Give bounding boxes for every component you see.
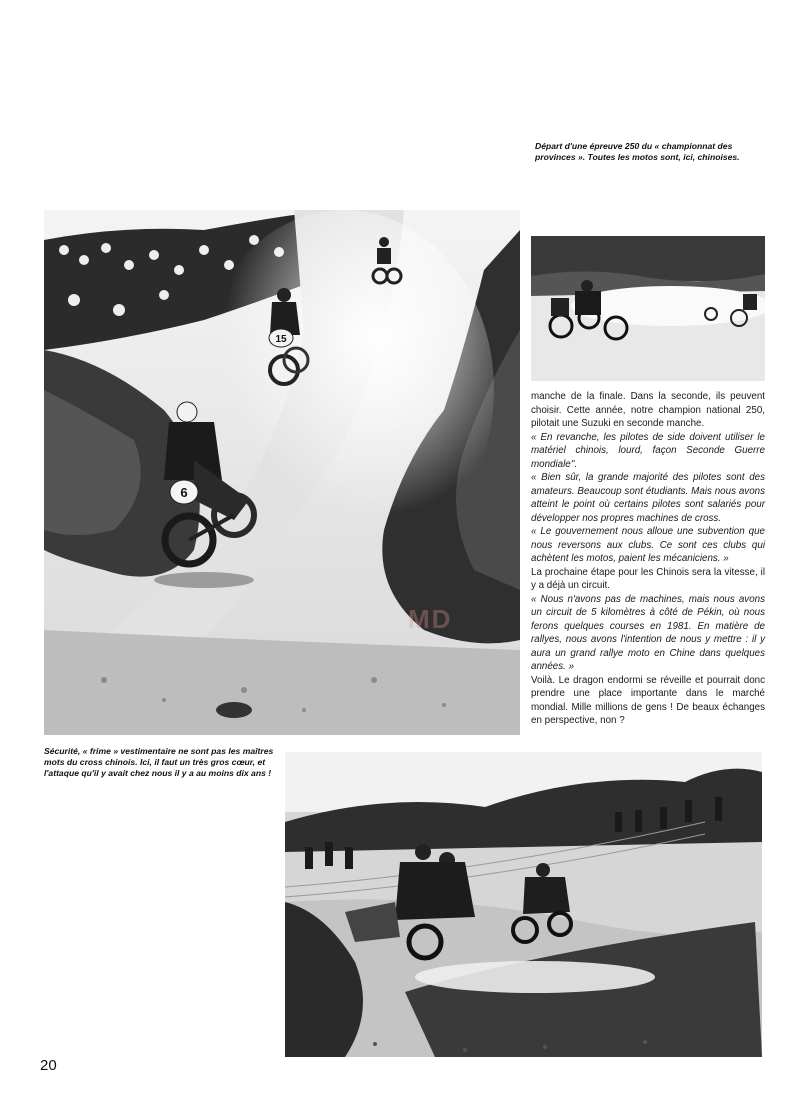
watermark-logo: MD	[408, 604, 453, 634]
paragraph-4: « Le gouvernement nous alloue une subvention que nous reversons aux clubs. Ce sont ces clubs qui achètent les motos, paient les mécaniciens. »	[531, 526, 765, 564]
paragraph-3: « Bien sûr, la grande majorité des pilotes sont des amateurs. Beaucoup sont étudiants. Mais nous avons atteint le point où certains pilotes sont salariés pour développer nos propres machines de cross.	[531, 472, 765, 524]
paragraph-7: Voilà. Le dragon endormi se réveille et pourrait donc prendre une place importante dans le marché mondial. Mille millions de gens ! De beaux échanges en perspective, non ?	[531, 674, 765, 726]
caption-race-start: Départ d'une épreuve 250 du « championnat des provinces ». Toutes les motos sont, ici, chinoises.	[535, 141, 740, 162]
paragraph-5: La prochaine étape pour les Chinois sera la vitesse, il y a déjà un circuit.	[531, 566, 765, 591]
photo-race-start	[531, 236, 765, 381]
photo-sidecars-art	[285, 752, 762, 1057]
plate-6: 6	[180, 485, 188, 500]
photo-hill-descent-art	[44, 210, 520, 735]
article-text	[531, 390, 765, 728]
photo-sidecars	[285, 752, 762, 1057]
paragraph-6: « Nous n'avons pas de machines, mais nous avons un circuit de 5 kilomètres à côté de Pékin, où nous ferons quelques courses en 1981. En matière de rallyes, nous avons l'intention de nous y mettre : il y aura un grand rallye moto en Chine dans quelques années. »	[531, 593, 765, 672]
plate-15: 15	[275, 334, 287, 345]
caption-safety: Sécurité, « frime » vestimentaire ne sont pas les maîtres mots du cross chinois. Ici, il faut un très gros cœur, et l'attaque qu'il y avait chez nous il y a au moins dix ans !	[44, 746, 274, 778]
photo-race-start-art	[531, 236, 765, 381]
paragraph-1: manche de la finale. Dans la seconde, ils peuvent choisir. Cette année, notre champion national 250, pilotait une Suzuki en seconde manche.	[531, 391, 765, 429]
page-number: 20	[40, 1057, 57, 1074]
paragraph-2: « En revanche, les pilotes de side doivent utiliser le matériel chinois, lourd, façon Seconde Guerre mondiale''.	[531, 431, 765, 470]
photo-hill-descent	[44, 210, 520, 735]
